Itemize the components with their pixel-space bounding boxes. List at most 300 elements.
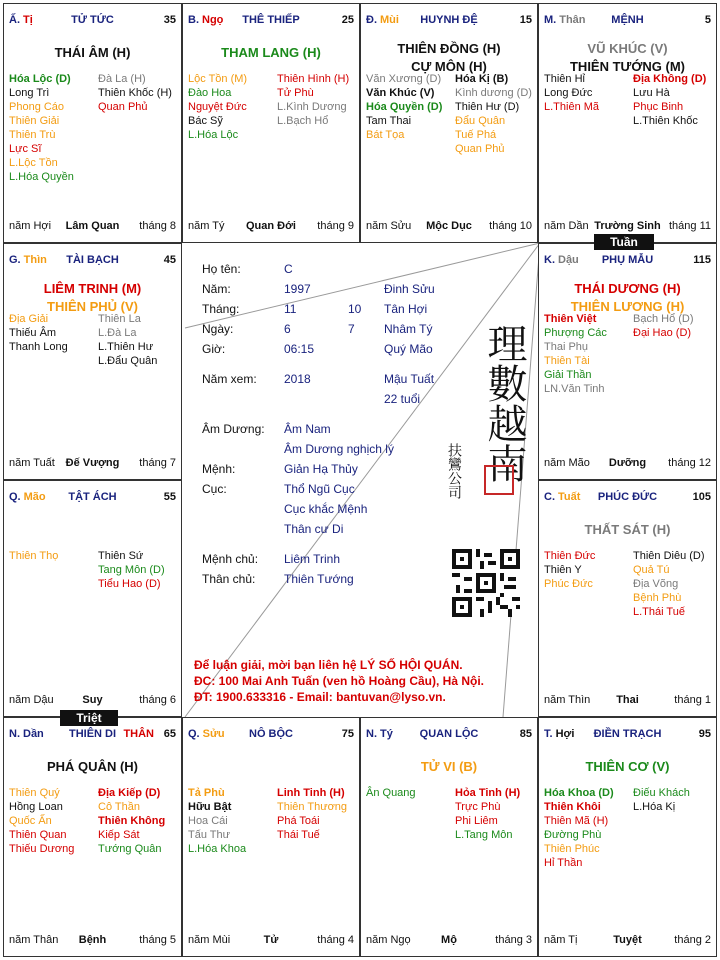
palace-branch: Hợi <box>555 728 575 740</box>
palace-footer <box>188 934 354 948</box>
palace-branch: Mùi <box>380 14 399 26</box>
contact-address: ĐC: 100 Mai Anh Tuấn (ven hồ Hoàng Cầu), Hà Nội. <box>194 674 485 688</box>
minor-star: Hồng Loan <box>9 801 63 813</box>
right-star-list <box>98 786 165 856</box>
luu-nien-year: năm Sửu <box>366 220 412 232</box>
minor-star: Đẩu Quân <box>455 115 506 127</box>
nam-can-chi: Đinh Sửu <box>384 282 435 296</box>
left-star-list <box>9 549 58 563</box>
luu-month: tháng 11 <box>668 220 711 232</box>
main-star: CỰ MÔN (H) <box>411 59 487 74</box>
palace-branch: Ngọ <box>202 14 224 26</box>
menh-chu-value: Liêm Trinh <box>284 552 341 566</box>
palace-age-number: 55 <box>163 491 176 503</box>
minor-star: L.Hóa Kị <box>633 801 676 813</box>
minor-star: Hóa Khoa (D) <box>544 787 614 799</box>
thang-duong: 11 <box>284 302 297 316</box>
palace-stem: M. <box>544 14 557 26</box>
main-star: THAM LANG (H) <box>221 45 321 60</box>
minor-star: Tam Thai <box>366 115 412 127</box>
luu-nien-year: năm Tuất <box>9 457 55 469</box>
minor-star: Cô Thần <box>98 801 140 813</box>
minor-star: L.Kình Dương <box>277 101 347 113</box>
palace-age-number: 15 <box>519 14 532 26</box>
luu-nien-year: năm Mùi <box>188 934 231 946</box>
palace-header <box>544 14 711 28</box>
palace-cell-tuat <box>538 480 717 717</box>
minor-star: Lưu Hà <box>633 87 670 99</box>
minor-star: Phá Toái <box>277 815 320 827</box>
palace-age-number: 25 <box>341 14 354 26</box>
palace-header <box>9 728 176 742</box>
palace-branch: Dần <box>23 728 44 740</box>
left-star-list <box>544 549 595 591</box>
luu-month: tháng 5 <box>139 934 176 946</box>
cuc-note-2: Thân cư Di <box>284 522 344 536</box>
right-star-list <box>455 786 520 842</box>
minor-star: L.Hóa Lộc <box>188 129 239 141</box>
palace-stem: G. <box>9 254 21 266</box>
palace-name: QUAN LỘC <box>419 728 479 740</box>
palace-name: PHÚC ĐỨC <box>597 491 658 503</box>
palace-stem: Q. <box>188 728 200 740</box>
palace-branch: Sửu <box>202 728 225 740</box>
minor-star: Quả Tú <box>633 564 670 576</box>
palace-footer <box>9 220 176 234</box>
luu-month: tháng 1 <box>674 694 711 706</box>
luu-month: tháng 9 <box>317 220 354 232</box>
minor-star: Đà La (H) <box>98 73 146 85</box>
minor-star: Bác Sỹ <box>188 115 223 127</box>
right-star-list <box>98 312 157 368</box>
palace-cell-tyy <box>360 717 538 957</box>
minor-star: Thiên Hình (H) <box>277 73 350 85</box>
truong-sinh-stage: Suy <box>82 694 103 706</box>
minor-star: L.Thiên Mã <box>544 101 600 113</box>
palace-name: TÀI BẠCH <box>66 254 119 266</box>
minor-star: Quan Phủ <box>455 143 505 155</box>
minor-star: Bát Tọa <box>366 129 405 141</box>
minor-star: Tả Phù <box>188 787 225 799</box>
main-stars <box>4 280 181 316</box>
ngay-duong: 6 <box>284 322 291 336</box>
minor-star: Nguyệt Đức <box>188 101 247 113</box>
minor-star: Điếu Khách <box>633 787 690 799</box>
main-star: TỬ VI (B) <box>420 759 478 774</box>
palace-footer <box>544 457 711 471</box>
palace-name: NÔ BỘC <box>249 728 293 740</box>
minor-star: Thiên Đức <box>544 550 596 562</box>
palace-name: THÊ THIẾP <box>242 14 300 26</box>
palace-footer <box>366 220 532 234</box>
left-star-list <box>544 72 599 114</box>
palace-branch: Thân <box>559 14 586 26</box>
palace-cell-dau <box>538 243 717 480</box>
main-stars <box>4 44 181 62</box>
minor-star: Tấu Thư <box>188 829 231 841</box>
cuc-value: Thổ Ngũ Cục <box>284 482 355 496</box>
minor-star: Thiên Trù <box>9 129 56 141</box>
left-star-list <box>188 72 247 142</box>
minor-star: Thiên Khôi <box>544 801 601 813</box>
palace-stem: N. <box>366 728 377 740</box>
palace-header <box>188 14 354 28</box>
minor-star: Kình dương (D) <box>455 87 532 99</box>
palace-branch: Dậu <box>558 254 579 266</box>
minor-star: Kiếp Sát <box>98 829 140 841</box>
palace-stem: Đ. <box>366 14 377 26</box>
minor-star: Văn Khúc (V) <box>366 87 435 99</box>
than-marker: THÂN <box>123 728 154 740</box>
minor-star: Thai Phụ <box>544 341 589 353</box>
right-star-list <box>633 312 694 340</box>
palace-cell-ty <box>3 3 182 243</box>
gio-value: 06:15 <box>284 342 315 356</box>
right-star-list <box>98 549 165 591</box>
palace-cell-suu <box>182 717 360 957</box>
minor-star: Thái Tuế <box>277 829 320 841</box>
palace-cell-mao <box>3 480 182 717</box>
minor-star: L.Đà La <box>98 327 137 339</box>
minor-star: Tướng Quân <box>98 843 162 855</box>
minor-star: Văn Xương (D) <box>366 73 442 85</box>
luu-month: tháng 6 <box>139 694 176 706</box>
minor-star: Thanh Long <box>9 341 68 353</box>
palace-cell-dan <box>3 717 182 957</box>
palace-stem: K. <box>544 254 555 266</box>
minor-star: Tuế Phá <box>455 129 497 141</box>
left-star-list <box>544 786 614 870</box>
palace-header <box>9 14 176 28</box>
minor-star: Phúc Đức <box>544 578 593 590</box>
nam-xem-value: 2018 <box>284 372 311 386</box>
main-stars <box>539 40 716 76</box>
right-star-list <box>277 72 349 128</box>
main-star: THIÊN TƯỚNG (M) <box>569 59 686 74</box>
main-stars <box>539 521 716 539</box>
palace-stem: Q. <box>9 491 21 503</box>
palace-header <box>9 491 176 505</box>
menh-label: Mệnh: <box>202 462 236 476</box>
palace-header <box>9 254 176 268</box>
luu-month: tháng 7 <box>139 457 176 469</box>
nam-xem-can-chi: Mậu Tuất <box>384 372 435 386</box>
minor-star: Hỏa Tinh (H) <box>455 787 521 799</box>
palace-age-number: 35 <box>163 14 176 26</box>
left-star-list <box>9 786 74 856</box>
minor-star: Tiểu Hao (D) <box>98 578 161 590</box>
minor-star: Thiên Quý <box>9 787 60 799</box>
palace-stem: N. <box>9 728 20 740</box>
luu-month: tháng 12 <box>668 457 711 469</box>
main-star: THIÊN PHỦ (V) <box>47 299 138 314</box>
minor-star: L.Lộc Tồn <box>9 157 58 169</box>
palace-footer <box>188 220 354 234</box>
main-star: THẤT SÁT (H) <box>584 522 671 537</box>
minor-star: Giải Thần <box>544 369 592 381</box>
minor-star: Thiên Y <box>544 564 582 576</box>
minor-star: Địa Võng <box>633 578 679 590</box>
luu-nien-year: năm Ngọ <box>366 934 411 946</box>
minor-star: Thiên La <box>98 313 141 325</box>
main-stars <box>361 40 537 76</box>
minor-star: L.Bạch Hổ <box>277 115 329 127</box>
minor-star: Thiên Diêu (D) <box>633 550 705 562</box>
minor-star: Địa Kiếp (D) <box>98 787 161 799</box>
luu-nien-year: năm Mão <box>544 457 590 469</box>
minor-star: Thiên Giải <box>9 115 60 127</box>
minor-star: Lộc Tồn (M) <box>188 73 248 85</box>
minor-star: Thiên Thọ <box>9 550 59 562</box>
main-star: THÁI DƯƠNG (H) <box>574 281 681 296</box>
right-star-list <box>633 549 705 619</box>
ho-ten-value: C <box>284 262 293 276</box>
minor-star: Thiên Sứ <box>98 550 144 562</box>
palace-name: HUYNH ĐỆ <box>420 14 478 26</box>
palace-header <box>544 491 711 505</box>
palace-name: TỬ TỨC <box>71 14 114 26</box>
minor-star: Long Trì <box>9 87 50 99</box>
palace-name: TẬT ÁCH <box>68 491 117 503</box>
calligraphy-logo: 理數越南 <box>481 323 527 483</box>
red-seal <box>484 465 514 495</box>
palace-branch: Thìn <box>23 254 47 266</box>
minor-star: Thiên Tài <box>544 355 590 367</box>
palace-cell-than <box>538 3 717 243</box>
main-star: THÁI ÂM (H) <box>54 45 131 60</box>
truong-sinh-stage: Bệnh <box>78 934 107 946</box>
palace-header <box>544 254 711 268</box>
left-star-list <box>544 312 607 396</box>
menh-value: Giản Hạ Thủy <box>284 462 358 476</box>
palace-branch: Tị <box>23 14 33 26</box>
minor-star: L.Hóa Quyền <box>9 171 74 183</box>
truong-sinh-stage: Mộc Dục <box>426 220 472 232</box>
minor-star: Hoa Cái <box>188 815 228 827</box>
palace-name: ĐIỀN TRẠCH <box>593 728 662 740</box>
minor-star: Thiên Khốc (H) <box>98 87 172 99</box>
luu-month: tháng 10 <box>489 220 532 232</box>
main-star: THIÊN LƯƠNG (H) <box>570 299 685 314</box>
left-star-list <box>9 72 74 184</box>
minor-star: L.Hóa Khoa <box>188 843 247 855</box>
luu-nien-year: năm Dậu <box>9 694 54 706</box>
minor-star: Thiên Không <box>98 815 166 827</box>
palace-stem: Ấ. <box>9 14 20 26</box>
minor-star: Phi Liêm <box>455 815 498 827</box>
palace-footer <box>366 934 532 948</box>
minor-star: Thiên Phúc <box>544 843 600 855</box>
main-stars <box>183 44 359 62</box>
palace-age-number: 85 <box>519 728 532 740</box>
contact-info <box>194 657 534 705</box>
palace-age-number: 45 <box>163 254 176 266</box>
main-star: PHÁ QUÂN (H) <box>47 759 138 774</box>
truong-sinh-stage: Thai <box>616 694 639 706</box>
minor-star: Đường Phù <box>544 829 602 841</box>
main-stars <box>539 758 716 776</box>
minor-star: L.Thái Tuế <box>633 606 685 618</box>
main-stars <box>4 758 181 776</box>
minor-star: Quốc Ấn <box>9 815 52 827</box>
palace-stem: C. <box>544 491 555 503</box>
minor-star: Quan Phủ <box>98 101 148 113</box>
palace-stem: B. <box>188 14 199 26</box>
am-duong-label: Âm Dương: <box>202 422 265 436</box>
nam-label: Năm: <box>202 282 231 296</box>
minor-star: LN.Văn Tinh <box>544 383 605 395</box>
center-info-panel <box>182 243 538 717</box>
palace-branch: Tuất <box>558 491 581 503</box>
menh-chu-label: Mệnh chủ: <box>202 552 259 566</box>
contact-phone-email: ĐT: 1900.633316 - Email: bantuvan@lyso.vn. <box>194 690 446 704</box>
nam-value: 1997 <box>284 282 311 296</box>
cuc-label: Cục: <box>202 482 227 496</box>
palace-age-number: 65 <box>163 728 176 740</box>
minor-star: Linh Tinh (H) <box>277 787 345 799</box>
truong-sinh-stage: Tử <box>263 934 279 946</box>
logo-small-text: 扶鸞公司 <box>446 443 462 499</box>
palace-footer <box>9 934 176 948</box>
truong-sinh-stage: Dưỡng <box>608 457 647 469</box>
minor-star: Thiếu Dương <box>9 843 75 855</box>
minor-star: Hóa Lộc (D) <box>9 73 71 85</box>
palace-header <box>366 14 532 28</box>
luu-month: tháng 8 <box>139 220 176 232</box>
minor-star: Thiếu Âm <box>9 327 57 339</box>
cuc-note-1: Cục khắc Mệnh <box>284 502 368 516</box>
palace-age-number: 115 <box>693 254 711 266</box>
palace-header <box>366 728 532 742</box>
minor-star: L.Thiên Hư <box>98 341 154 353</box>
left-star-list <box>188 786 246 856</box>
palace-footer <box>9 694 176 708</box>
ngay-label: Ngày: <box>202 322 234 336</box>
palace-stem: T. <box>544 728 553 740</box>
right-star-list <box>455 72 532 156</box>
luu-nien-year: năm Tý <box>188 220 225 232</box>
main-star: THIÊN ĐỒNG (H) <box>397 41 501 56</box>
left-star-list <box>366 72 442 142</box>
main-star: LIÊM TRINH (M) <box>43 281 142 296</box>
thang-am: 10 <box>348 302 362 316</box>
ngay-am: 7 <box>348 322 355 336</box>
am-duong-note: Âm Dương nghịch lý <box>284 442 394 456</box>
right-star-list <box>633 786 690 814</box>
truong-sinh-stage: Trường Sinh <box>594 220 661 232</box>
minor-star: Phong Cáo <box>9 101 65 113</box>
minor-star: Hữu Bật <box>188 801 232 813</box>
palace-branch: Tý <box>380 728 393 740</box>
thang-label: Tháng: <box>202 302 240 316</box>
minor-star: Hóa Quyền (D) <box>366 101 443 113</box>
main-stars <box>539 280 716 316</box>
left-star-list <box>366 786 416 800</box>
nam-xem-label: Năm xem: <box>202 372 257 386</box>
luu-month: tháng 4 <box>317 934 354 946</box>
than-chu-value: Thiên Tướng <box>284 572 354 586</box>
luu-month: tháng 2 <box>674 934 711 946</box>
luu-nien-year: năm Hợi <box>9 220 52 232</box>
than-chu-label: Thân chủ: <box>202 572 256 586</box>
tuoi-value: 22 tuổi <box>384 392 421 406</box>
minor-star: Địa Không (D) <box>633 73 707 85</box>
contact-line-1: Để luận giải, mời bạn liên hệ LÝ SỐ HỘI QUÁN. <box>194 658 463 672</box>
minor-star: Hỉ Thần <box>544 857 583 869</box>
minor-star: Đào Hoa <box>188 87 232 99</box>
minor-star: L.Đẩu Quân <box>98 355 158 367</box>
luu-nien-year: năm Dần <box>544 220 589 232</box>
luu-nien-year: năm Thân <box>9 934 59 946</box>
minor-star: Bạch Hổ (D) <box>633 313 694 325</box>
main-stars <box>361 758 537 776</box>
luu-nien-year: năm Thìn <box>544 694 591 706</box>
minor-star: Hóa Kị (B) <box>455 73 509 85</box>
minor-star: Bệnh Phù <box>633 592 682 604</box>
minor-star: Long Đức <box>544 87 593 99</box>
minor-star: Phục Binh <box>633 101 684 113</box>
minor-star: Tử Phù <box>277 87 314 99</box>
palace-age-number: 5 <box>704 14 711 26</box>
main-star: THIÊN CƠ (V) <box>585 759 670 774</box>
right-star-list <box>633 72 706 128</box>
minor-star: Thiên Việt <box>544 313 597 325</box>
ho-ten-label: Họ tên: <box>202 262 241 276</box>
am-duong-value: Âm Nam <box>284 422 331 436</box>
triet-tag: Triệt <box>60 710 118 726</box>
truong-sinh-stage: Lâm Quan <box>65 220 120 232</box>
truong-sinh-stage: Quan Đới <box>246 220 296 232</box>
ngay-can-chi: Nhâm Tý <box>384 322 433 336</box>
minor-star: Thiên Thương <box>277 801 348 813</box>
gio-label: Giờ: <box>202 342 226 356</box>
minor-star: Địa Giải <box>9 313 49 325</box>
gio-can-chi: Quý Mão <box>384 342 433 356</box>
palace-footer <box>544 220 711 234</box>
palace-header <box>544 728 711 742</box>
tuan-tag: Tuần <box>594 234 654 250</box>
right-star-list <box>277 786 347 842</box>
palace-branch: Mão <box>23 491 46 503</box>
palace-footer <box>9 457 176 471</box>
palace-name: THIÊN DI <box>68 728 117 740</box>
left-star-list <box>9 312 68 354</box>
palace-cell-mui <box>360 3 538 243</box>
minor-star: L.Thiên Khốc <box>633 115 698 127</box>
palace-age-number: 105 <box>692 491 711 503</box>
minor-star: Thiên Quan <box>9 829 67 841</box>
truong-sinh-stage: Mộ <box>441 934 457 946</box>
palace-cell-ngo <box>182 3 360 243</box>
thang-can-chi: Tân Hợi <box>384 302 428 316</box>
minor-star: Ân Quang <box>366 787 416 799</box>
minor-star: Thiên Mã (H) <box>544 815 609 827</box>
palace-header <box>188 728 354 742</box>
minor-star: Thiên Hỉ <box>544 73 585 85</box>
qr-code <box>452 549 520 617</box>
palace-cell-thin <box>3 243 182 480</box>
right-star-list <box>98 72 172 114</box>
minor-star: Thiên Hư (D) <box>455 101 520 113</box>
minor-star: Lực Sĩ <box>9 143 42 155</box>
minor-star: Phượng Các <box>544 327 607 339</box>
palace-age-number: 75 <box>341 728 354 740</box>
palace-name: MỆNH <box>611 14 644 26</box>
palace-name: PHỤ MẪU <box>601 254 654 266</box>
minor-star: Đại Hao (D) <box>633 327 692 339</box>
palace-footer <box>544 934 711 948</box>
luu-nien-year: năm Tị <box>544 934 578 946</box>
